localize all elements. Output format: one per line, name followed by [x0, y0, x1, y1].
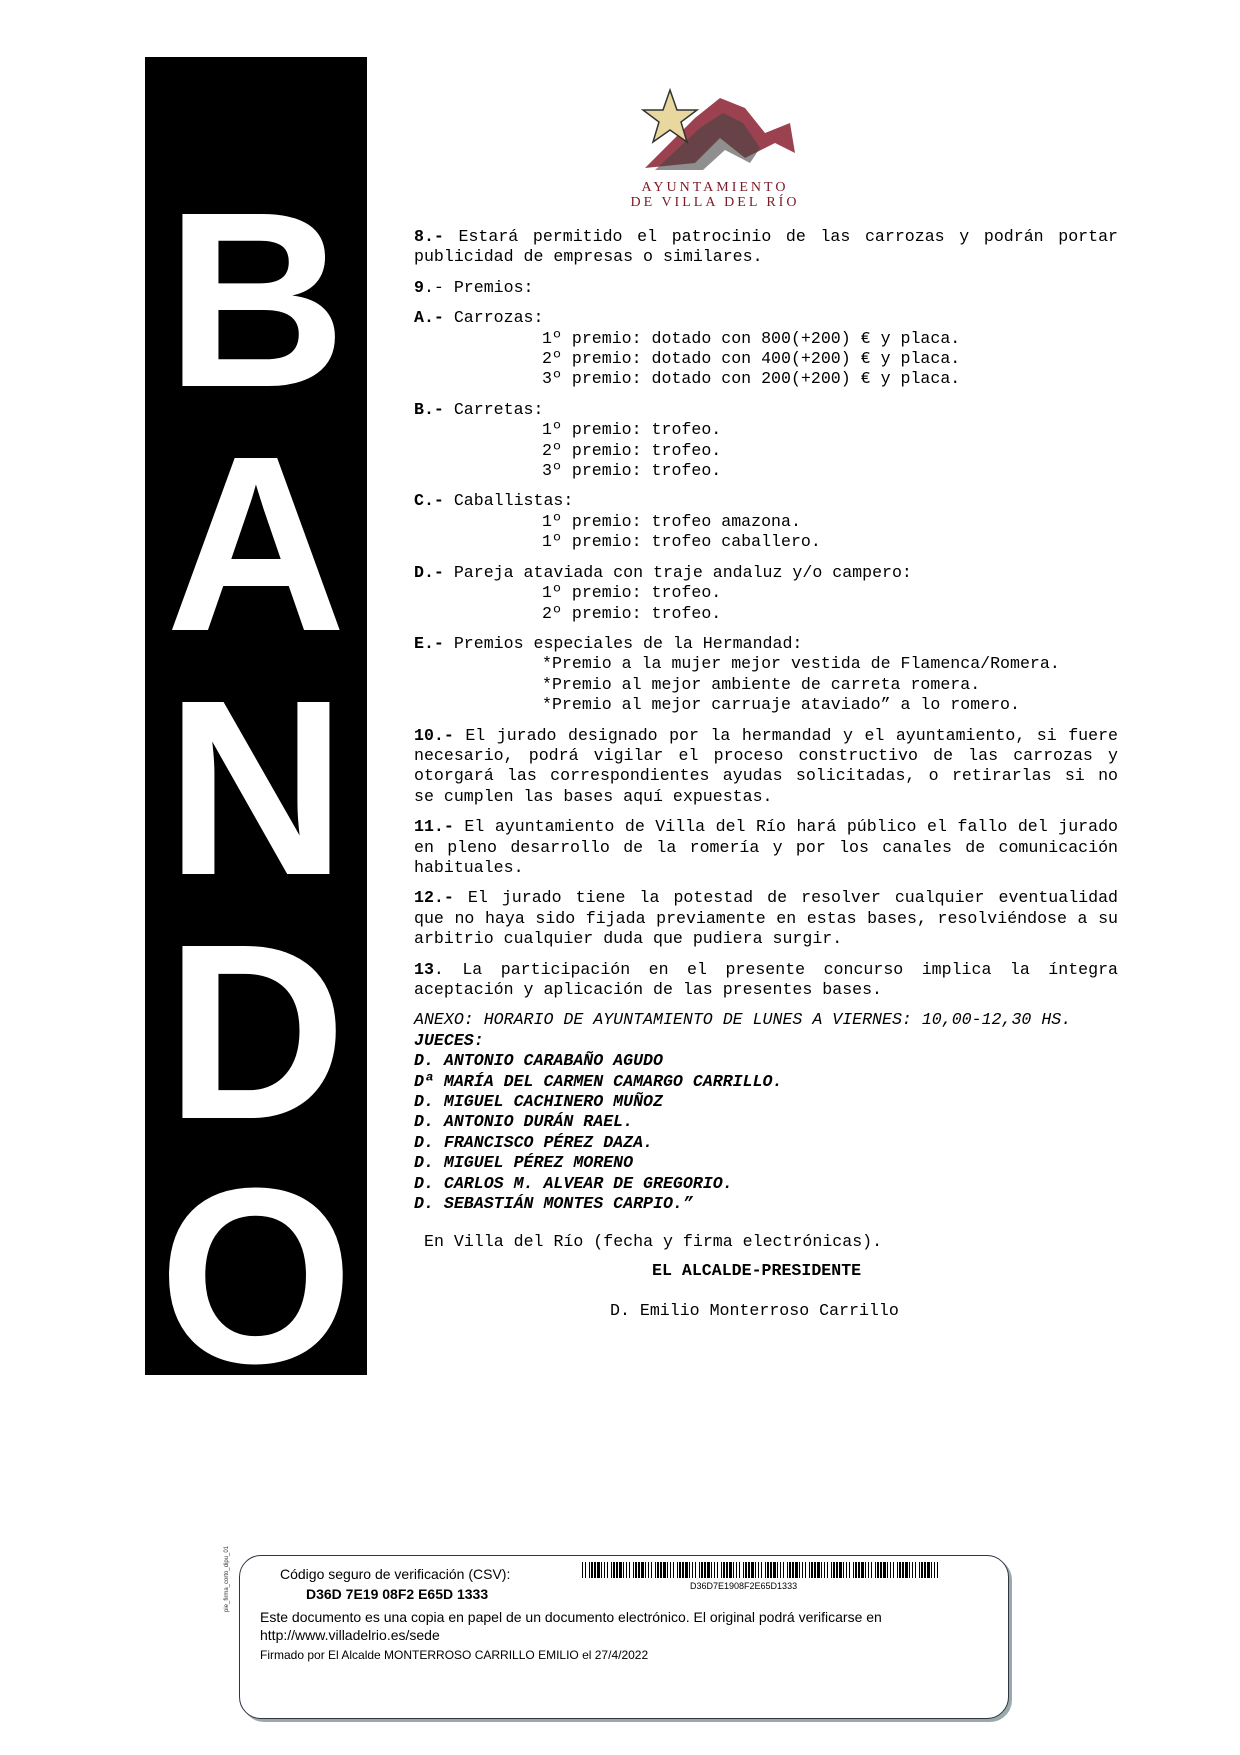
judge-name: D. CARLOS M. ALVEAR DE GREGORIO. [414, 1173, 733, 1193]
bando-sidebar [145, 57, 367, 1415]
place-date: En Villa del Río (fecha y firma electrónicas). [424, 1232, 883, 1252]
clause-8: 8.- Estará permitido el patrocinio de las carrozas y podrán portar publicidad de empresas o similares. [414, 227, 1118, 267]
sidebar-letter: B [165, 160, 347, 439]
csv-code: D36D 7E19 08F2 E65D 1333 [306, 1586, 489, 1602]
signer-name: D. Emilio Monterroso Carrillo [610, 1301, 899, 1321]
judge-name: D. ANTONIO DURÁN RAEL. [414, 1112, 634, 1132]
csv-copy-notice[interactable]: Este documento es una copia en papel de un documento electrónico. El original podrá verificarse en http://www.villadelrio.es/sede [260, 1609, 882, 1643]
judge-name: D. ANTONIO CARABAÑO AGUDO [414, 1051, 663, 1071]
sidebar-letter: O [158, 1136, 354, 1415]
clause-12: 12.- El jurado tiene la potestad de resolver cualquier eventualidad que no haya sido fijada previamente en estas bases, resolviéndose a su arbitrio cualquier duda que pudiera surgir. [414, 888, 1118, 949]
clause-11: 11.- El ayuntamiento de Villa del Río hará público el fallo del jurado en pleno desarrollo de la romería y por los canales de comunicación habituales. [414, 817, 1118, 877]
sidebar-letter: D [165, 892, 347, 1171]
signer-title: EL ALCALDE-PRESIDENTE [652, 1260, 862, 1280]
csv-signed-by: Firmado por El Alcalde MONTERROSO CARRILLO EMILIO el 27/4/2022 [260, 1648, 649, 1662]
csv-label: Código seguro de verificación (CSV): [280, 1566, 511, 1582]
prize-group-b: B.- Carretas: 1º premio: trofeo. 2º premio: trofeo. 3º premio: trofeo. [414, 399, 722, 481]
footer-side-code: pie_firma_corto_dipu_01 [224, 1545, 230, 1612]
barcode-text: D36D7E1908F2E65D1333 [690, 1581, 798, 1591]
logo-text-line2: DE VILLA DEL RÍO [630, 195, 800, 210]
annex-schedule: ANEXO: HORARIO DE AYUNTAMIENTO DE LUNES A VIERNES: 10,00-12,30 HS. [414, 1010, 1072, 1030]
prize-group-a: A.- Carrozas: 1º premio: dotado con 800(+200) € y placa. 2º premio: dotado con 400(+200) € y placa. 3º premio: dotado con 200(+200) € y placa. [414, 308, 961, 389]
clause-10: 10.- El jurado designado por la hermandad y el ayuntamiento, si fuere necesario, podrá vigilar el proceso constructivo de las carrozas y otorgará las correspondientes ayudas solicitadas, o retirarlas si no se cumplen las bases aquí expuestas. [414, 725, 1118, 806]
document-body [414, 227, 1118, 1322]
logo-text-line1: AYUNTAMIENTO [641, 180, 789, 195]
logo-emblem-icon [625, 78, 805, 178]
csv-verification-box [239, 1555, 1009, 1719]
prize-group-d: D.- Pareja ataviada con traje andaluz y/o campero: 1º premio: trofeo. 2º premio: trofeo. [414, 562, 912, 623]
judge-name: D. FRANCISCO PÉREZ DAZA. [414, 1132, 653, 1152]
judge-name: D. SEBASTIÁN MONTES CARPIO.” [414, 1194, 693, 1214]
judge-name: D. MIGUEL PÉREZ MORENO [414, 1153, 634, 1173]
judges-list [414, 1031, 1118, 1215]
sidebar-letter: A [165, 404, 347, 683]
judge-name: D. MIGUEL CACHINERO MUÑOZ [414, 1092, 663, 1112]
sidebar-letter: N [165, 648, 347, 927]
barcode-icon [582, 1562, 942, 1578]
judge-name: Dª MARÍA DEL CARMEN CAMARGO CARRILLO. [414, 1071, 783, 1091]
clause-9: 9.- Premios: [414, 277, 534, 297]
prize-group-c: C.- Caballistas: 1º premio: trofeo amazona. 1º premio: trofeo caballero. [414, 491, 821, 552]
judges-title: JUECES: [414, 1030, 484, 1050]
town-hall-logo [625, 78, 805, 213]
clause-13: 13. La participación en el presente concurso implica la íntegra aceptación y aplicación de las presentes bases. [414, 959, 1118, 999]
prize-group-e: E.- Premios especiales de la Hermandad: *Premio a la mujer mejor vestida de Flamenca/Romera. *Premio al mejor ambiente de carreta romera. *Premio al mejor carruaje ataviado” a lo romero. [414, 633, 1060, 715]
